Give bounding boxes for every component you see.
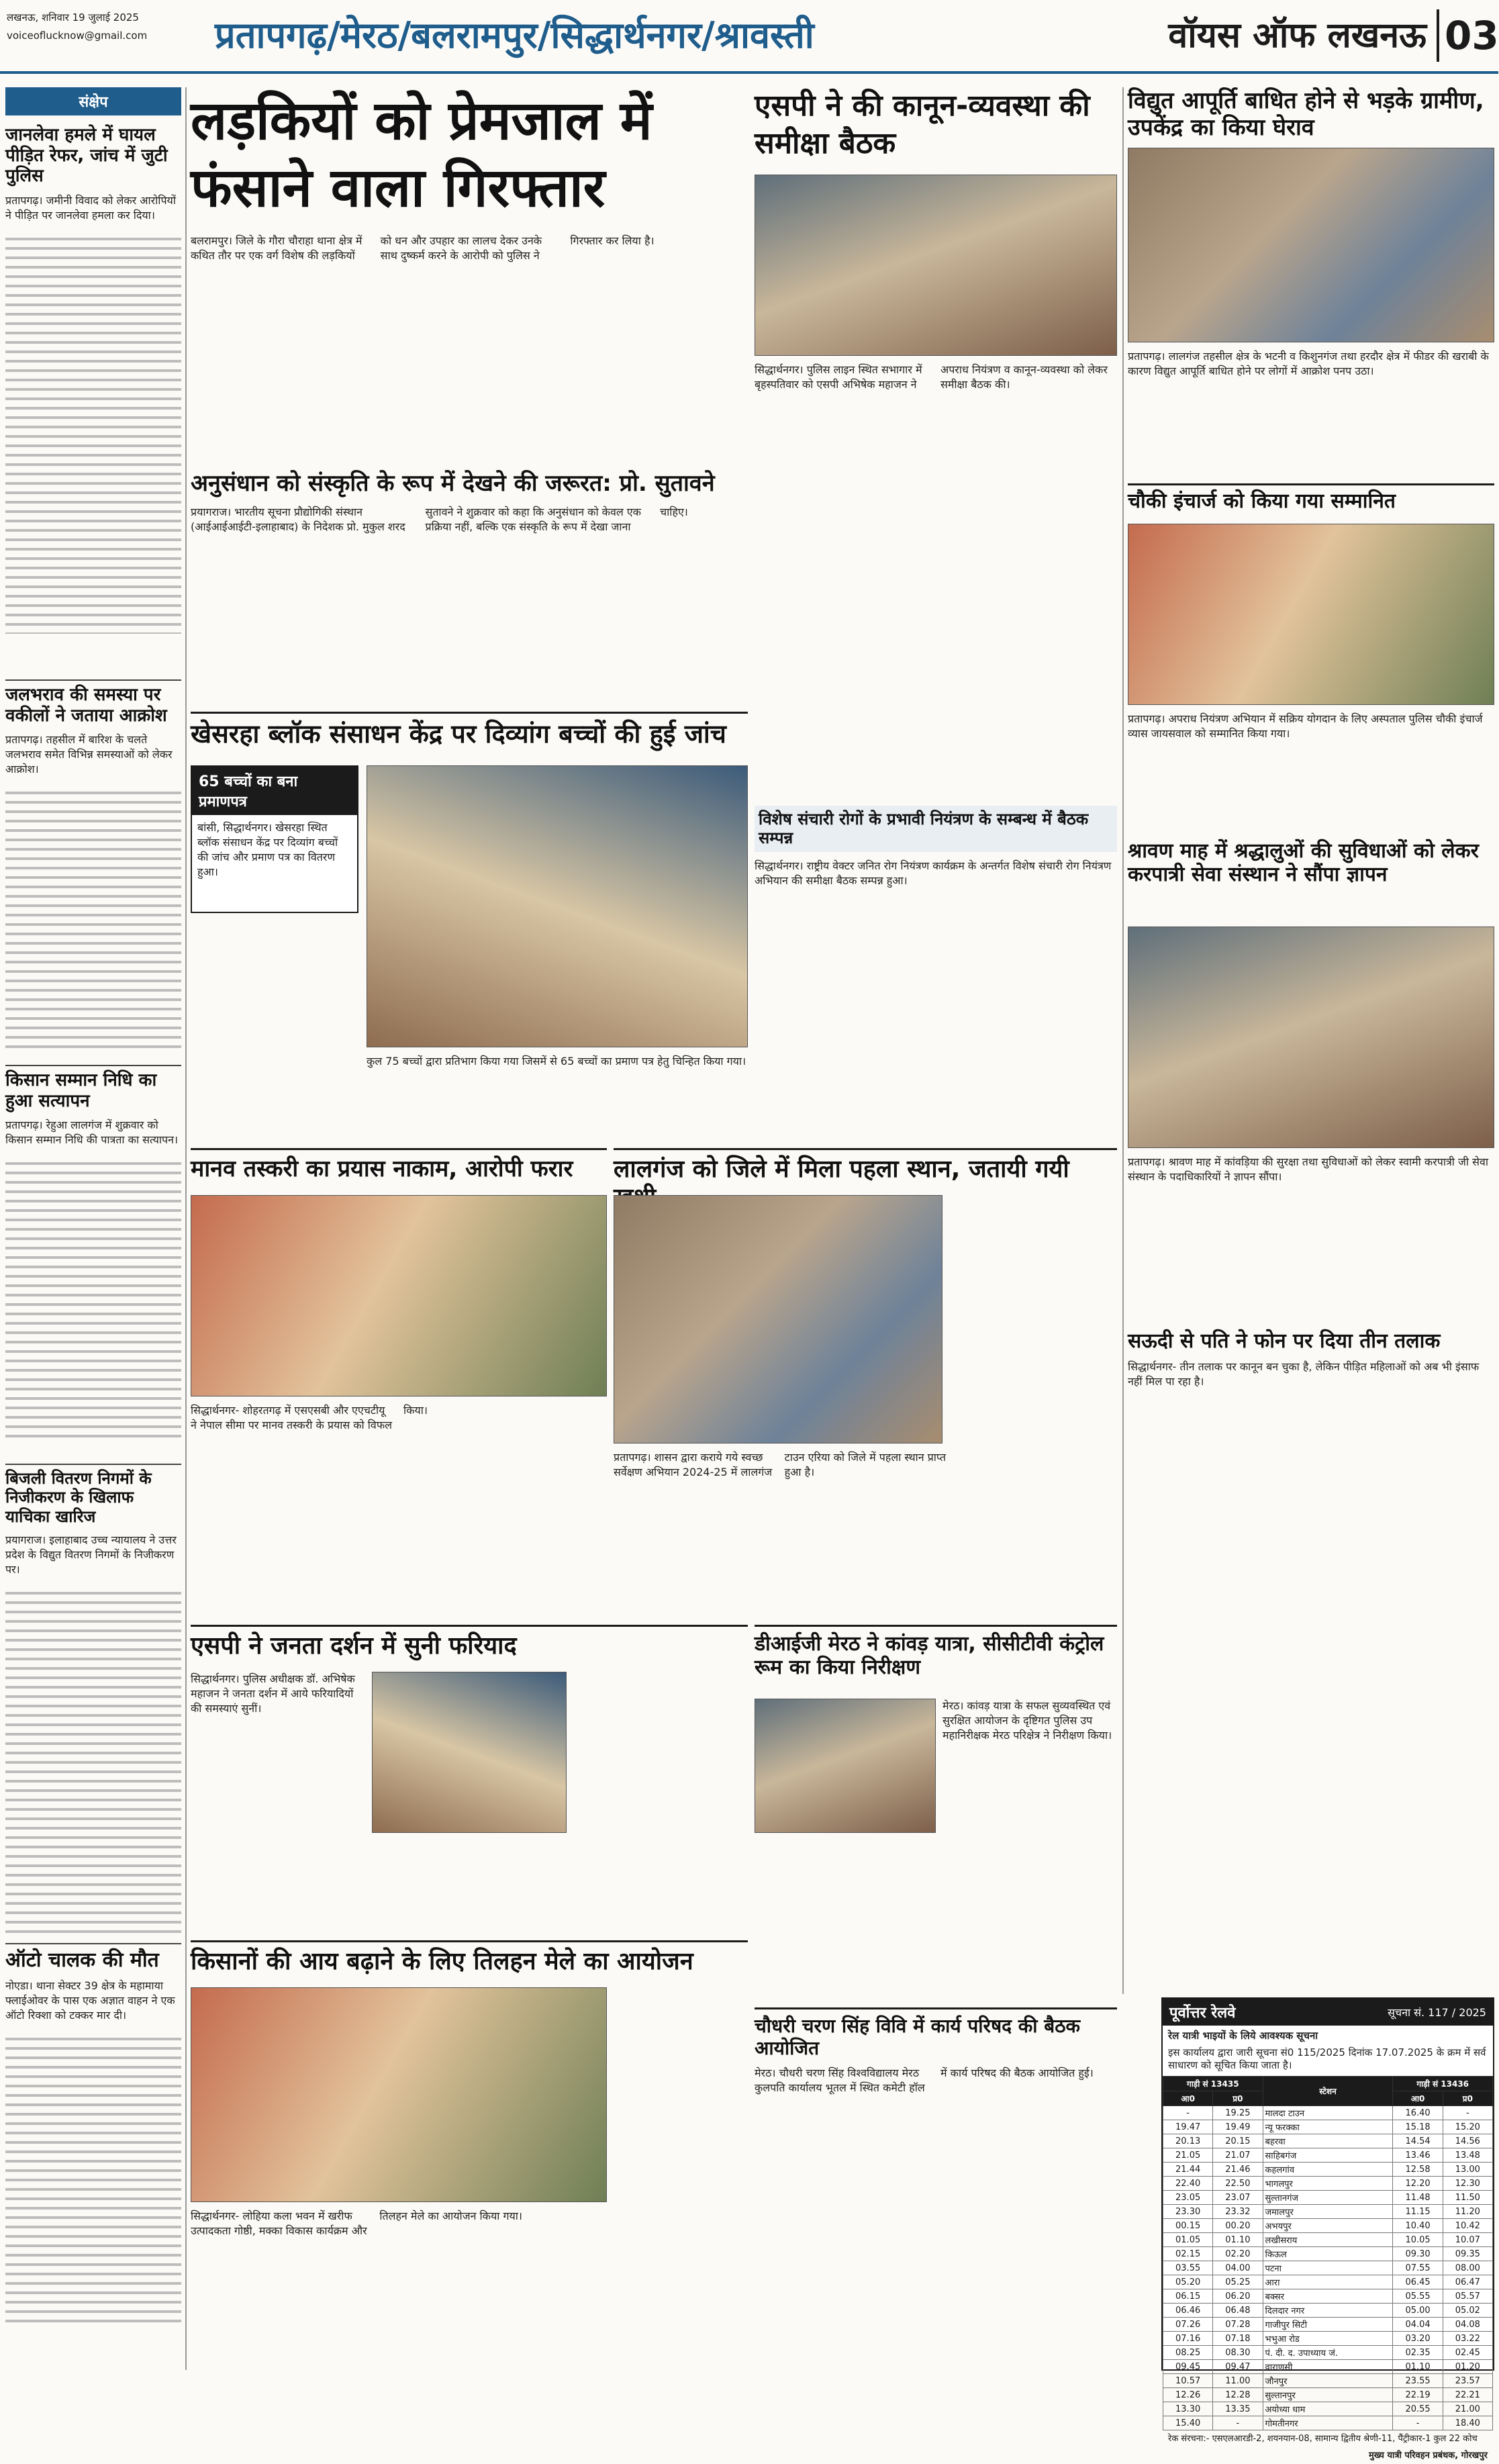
kharsaha-subbox-title: 65 बच्चों का बना प्रमाणपत्र xyxy=(192,767,357,815)
timetable-row xyxy=(1163,2233,1493,2247)
time-cell: 01.05 xyxy=(1163,2233,1213,2247)
time-cell: 11.15 xyxy=(1393,2205,1443,2219)
kharsaha-photo xyxy=(367,765,748,1047)
time-cell: 21.44 xyxy=(1163,2163,1213,2177)
contact-email: voiceoflucknow@gmail.com xyxy=(7,30,148,42)
time-cell: 11.48 xyxy=(1393,2191,1443,2205)
timetable-row xyxy=(1163,2106,1493,2120)
lalganj-photo xyxy=(614,1195,942,1443)
timetable-row xyxy=(1163,2304,1493,2318)
time-cell: 11.00 xyxy=(1213,2374,1263,2388)
janta-photo xyxy=(372,1672,567,1833)
station-cell: भागलपुर xyxy=(1263,2177,1393,2191)
brief-lede: प्रयागराज। इलाहाबाद उच्च न्यायालय ने उत्तर प्रदेश के विद्युत वितरण निगमों के निजीकरण पर। xyxy=(5,1533,177,1576)
time-cell: 18.40 xyxy=(1443,2416,1492,2430)
vishesh-lede: सिद्धार्थनगर। राष्ट्रीय वेक्टर जनित रोग नियंत्रण कार्यक्रम के अन्तर्गत विशेष संचारी रोग नियंत्रण अभियान की समीक्षा बैठक सम्पन्न हुआ। xyxy=(755,859,1112,887)
timetable-row xyxy=(1163,2261,1493,2275)
shravan-story xyxy=(1128,839,1494,1323)
arrival-header: आ0 xyxy=(1393,2091,1443,2106)
time-cell: 08.30 xyxy=(1213,2346,1263,2360)
railway-title: पूर्वोत्तर रेलवे xyxy=(1169,2005,1236,2022)
sanskriti-lede: प्रयागराज। भारतीय सूचना प्रौद्योगिकी संस्थान (आईआईआईटी-इलाहाबाद) के निदेशक प्रो. मुकुल शरद सुतावने ने शुक्रवार को कहा कि अनुसंधान को केवल एक प्रक्रिया नहीं, बल्कि एक संस्कृति के रूप में देखा जाना चाहिए। xyxy=(191,506,688,534)
time-cell: 09.35 xyxy=(1443,2247,1492,2261)
timetable-row xyxy=(1163,2247,1493,2261)
kharsaha-subbox xyxy=(191,765,358,913)
timetable-row xyxy=(1163,2219,1493,2233)
time-cell: 23.05 xyxy=(1163,2191,1213,2205)
timetable-row xyxy=(1163,2275,1493,2289)
newspaper-brand: वॉयस ऑफ लखनऊ xyxy=(1168,15,1427,56)
time-cell: 04.08 xyxy=(1443,2318,1492,2332)
station-cell: कहलगांव xyxy=(1263,2163,1393,2177)
time-cell: 05.57 xyxy=(1443,2289,1492,2304)
station-cell: लखीसराय xyxy=(1263,2233,1393,2247)
chowki-lede: प्रतापगढ़। अपराध नियंत्रण अभियान में सक्रिय योगदान के लिए अस्पताल पुलिस चौकी इंचार्ज व्यास जायसवाल को सम्मानित किया गया। xyxy=(1128,712,1483,740)
train-b-header: गाड़ी सं 13436 xyxy=(1393,2077,1493,2091)
station-cell: जौनपुर xyxy=(1263,2374,1393,2388)
issue-date: लखनऊ, शनिवार 19 जुलाई 2025 xyxy=(7,11,139,23)
kisan-mela-lede: सिद्धार्थनगर- लोहिया कला भवन में खरीफ उत्पादकता गोष्ठी, मक्का विकास कार्यक्रम और तिलहन मेले का आयोजन किया गया। xyxy=(191,2210,522,2237)
time-cell: 13.30 xyxy=(1163,2402,1213,2416)
timetable-row xyxy=(1163,2134,1493,2148)
station-cell: किऊल xyxy=(1263,2247,1393,2261)
time-cell: 15.40 xyxy=(1163,2416,1213,2430)
time-cell: 23.32 xyxy=(1213,2205,1263,2219)
time-cell: 21.05 xyxy=(1163,2148,1213,2163)
time-cell: 12.30 xyxy=(1443,2177,1492,2191)
station-cell: गोमतीनगर xyxy=(1263,2416,1393,2430)
station-cell: दिलदार नगर xyxy=(1263,2304,1393,2318)
sanskriti-headline: अनुसंधान को संस्कृति के रूप में देखने की जरूरत: प्रो. सुतावने xyxy=(191,470,715,497)
kharsaha-headline: खेसरहा ब्लॉक संसाधन केंद्र पर दिव्यांग बच्चों की हुई जांच xyxy=(191,712,748,749)
sidebar-tag: संक्षेप xyxy=(5,87,181,115)
page-number: 03 xyxy=(1437,9,1493,62)
station-cell: बक्सर xyxy=(1263,2289,1393,2304)
time-cell: 12.20 xyxy=(1393,2177,1443,2191)
masthead xyxy=(0,0,1498,74)
janta-lede: सिद्धार्थनगर। पुलिस अधीक्षक डॉ. अभिषेक महाजन ने जनता दर्शन में आये फरियादियों की समस्याएं सुनीं। xyxy=(191,1672,355,1715)
time-cell: 06.45 xyxy=(1393,2275,1443,2289)
time-cell: 12.28 xyxy=(1213,2388,1263,2402)
time-cell: 10.07 xyxy=(1443,2233,1492,2247)
time-cell: 10.05 xyxy=(1393,2233,1443,2247)
timetable-row xyxy=(1163,2416,1493,2430)
time-cell: - xyxy=(1163,2106,1213,2120)
brief-headline: ऑटो चालक की मौत xyxy=(5,1948,159,1972)
time-cell: 11.50 xyxy=(1443,2191,1492,2205)
dig-headline: डीआईजी मेरठ ने कांवड़ यात्रा, सीसीटीवी कंट्रोल रूम का किया निरीक्षण xyxy=(755,1625,1117,1680)
time-cell: 22.50 xyxy=(1213,2177,1263,2191)
time-cell: 16.40 xyxy=(1393,2106,1443,2120)
time-cell: 21.00 xyxy=(1443,2402,1492,2416)
brief-item xyxy=(5,1469,181,1939)
chaudhary-lede: मेरठ। चौधरी चरण सिंह विश्वविद्यालय मेरठ कुलपति कार्यालय भूतल में स्थित कमेटी हॉल में कार्य परिषद की बैठक आयोजित हुई। xyxy=(755,2067,1094,2095)
dig-story xyxy=(755,1625,1117,2001)
time-cell: 22.40 xyxy=(1163,2177,1213,2191)
time-cell: 06.48 xyxy=(1213,2304,1263,2318)
manav-photo xyxy=(191,1195,607,1396)
timetable-row xyxy=(1163,2120,1493,2134)
time-cell: 19.25 xyxy=(1213,2106,1263,2120)
station-header: स्टेशन xyxy=(1263,2077,1393,2106)
chaudhary-headline: चौधरी चरण सिंह विवि में कार्य परिषद की बैठक आयोजित xyxy=(755,2007,1117,2059)
time-cell: 10.40 xyxy=(1393,2219,1443,2233)
time-cell: 02.20 xyxy=(1213,2247,1263,2261)
time-cell: 22.21 xyxy=(1443,2388,1492,2402)
departure-header: प्र0 xyxy=(1443,2091,1492,2106)
time-cell: 02.35 xyxy=(1393,2346,1443,2360)
lalganj-story xyxy=(614,1148,1117,1618)
railway-intro: इस कार्यालय द्वारा जारी सूचना सं0 115/2025 दिनांक 17.07.2025 के क्रम में सर्व साधारण को सूचित किया जाता है। xyxy=(1168,2046,1486,2071)
bijli-photo xyxy=(1128,148,1494,342)
time-cell: 05.02 xyxy=(1443,2304,1492,2318)
time-cell: 09.45 xyxy=(1163,2360,1213,2374)
timetable-row xyxy=(1163,2163,1493,2177)
brief-item xyxy=(5,685,181,1061)
timetable-row xyxy=(1163,2191,1493,2205)
time-cell: 05.55 xyxy=(1393,2289,1443,2304)
time-cell: 14.56 xyxy=(1443,2134,1492,2148)
railway-footer: रेक संरचना:- एसएलआरडी-2, शयनयान-08, सामान्य द्वितीय श्रेणी-11, पैंट्रीकार-1 कुल 22 कोच xyxy=(1168,2434,1478,2444)
time-cell: 07.55 xyxy=(1393,2261,1443,2275)
time-cell: 19.47 xyxy=(1163,2120,1213,2134)
sp-meeting-story xyxy=(755,87,1117,463)
time-cell: 13.48 xyxy=(1443,2148,1492,2163)
time-cell: 03.22 xyxy=(1443,2332,1492,2346)
time-cell: 23.30 xyxy=(1163,2205,1213,2219)
time-cell: 02.45 xyxy=(1443,2346,1492,2360)
station-cell: जमालपुर xyxy=(1263,2205,1393,2219)
time-cell: 03.55 xyxy=(1163,2261,1213,2275)
lead-lede: बलरामपुर। जिले के गौरा चौराहा थाना क्षेत्र में कथित तौर पर एक वर्ग विशेष की लड़कियों को धन और उपहार का लालच देकर उनके साथ दुष्कर्म करने के आरोपी को पुलिस ने गिरफ्तार कर लिया है। xyxy=(191,234,655,262)
edition-cities: प्रतापगढ़/मेरठ/बलरामपुर/सिद्धार्थनगर/श्रावस्ती xyxy=(215,14,814,56)
time-cell: 01.20 xyxy=(1443,2360,1492,2374)
railway-notice xyxy=(1161,1997,1494,2461)
time-cell: 13.46 xyxy=(1393,2148,1443,2163)
railway-timetable xyxy=(1163,2076,1493,2430)
saudi-headline: सऊदी से पति ने फोन पर दिया तीन तलाक xyxy=(1128,1329,1441,1353)
kharsaha-story xyxy=(191,712,748,1141)
station-cell: बहरवा xyxy=(1263,2134,1393,2148)
chaudhary-story xyxy=(755,2007,1117,2370)
departure-header: प्र0 xyxy=(1213,2091,1263,2106)
time-cell: 07.18 xyxy=(1213,2332,1263,2346)
station-cell: अभयपुर xyxy=(1263,2219,1393,2233)
brief-headline: जानलेवा हमले में घायल पीड़ित रेफर, जांच में जुटी पुलिस xyxy=(5,125,168,187)
bijli-lede: प्रतापगढ़। लालगंज तहसील क्षेत्र के भटनी व किशुनगंज तथा हरदौर क्षेत्र में फीडर की खराबी के कारण विद्युत आपूर्ति बाधित होने पर लोगों में आक्रोश पनप उठा। xyxy=(1128,350,1489,377)
bijli-story xyxy=(1128,87,1494,477)
time-cell: 01.10 xyxy=(1213,2233,1263,2247)
timetable-row xyxy=(1163,2374,1493,2388)
station-cell: मालदा टाउन xyxy=(1263,2106,1393,2120)
station-cell: न्यू फरक्का xyxy=(1263,2120,1393,2134)
kharsaha-lede: बांसी, सिद्धार्थनगर। खेसरहा स्थित ब्लॉक संसाधन केंद्र पर दिव्यांग बच्चों की जांच और प्रमाण पत्र का वितरण हुआ। xyxy=(197,821,338,878)
railway-notice-number: सूचना सं. 117 / 2025 xyxy=(1388,2006,1486,2019)
time-cell: 12.26 xyxy=(1163,2388,1213,2402)
vishesh-headline: विशेष संचारी रोगों के प्रभावी नियंत्रण के सम्बन्ध में बैठक सम्पन्न xyxy=(755,806,1117,852)
time-cell: 20.15 xyxy=(1213,2134,1263,2148)
timetable-row xyxy=(1163,2177,1493,2191)
bijli-headline: विद्युत आपूर्ति बाधित होने से भड़के ग्रामीण, उपकेंद्र का किया घेराव xyxy=(1128,87,1484,142)
train-a-header: गाड़ी सं 13435 xyxy=(1163,2077,1263,2091)
brief-lede: प्रतापगढ़। तहसील में बारिश के चलते जलभराव समेत विभिन्न समस्याओं को लेकर आक्रोश। xyxy=(5,733,173,776)
time-cell: 22.19 xyxy=(1393,2388,1443,2402)
brief-lede: प्रतापगढ़। रेहुआ लालगंज में शुक्रवार को किसान सम्मान निधि की पात्रता का सत्यापन। xyxy=(5,1119,179,1147)
sp-meeting-headline: एसपी ने की कानून-व्यवस्था की समीक्षा बैठक xyxy=(755,89,1090,160)
brief-item xyxy=(5,125,181,675)
kisan-mela-photo xyxy=(191,1987,607,2202)
time-cell: 13.00 xyxy=(1443,2163,1492,2177)
time-cell: 06.46 xyxy=(1163,2304,1213,2318)
saudi-lede: सिद्धार्थनगर- तीन तलाक पर कानून बन चुका है, लेकिन पीड़ित महिलाओं को अब भी इंसाफ नहीं मिल पा रहा है। xyxy=(1128,1360,1480,1388)
time-cell: 07.16 xyxy=(1163,2332,1213,2346)
time-cell: 14.54 xyxy=(1393,2134,1443,2148)
station-cell: सुल्तानपुर xyxy=(1263,2388,1393,2402)
station-cell: साहिबगंज xyxy=(1263,2148,1393,2163)
time-cell: 02.15 xyxy=(1163,2247,1213,2261)
station-cell: गाजीपुर सिटी xyxy=(1263,2318,1393,2332)
time-cell: 15.20 xyxy=(1443,2120,1492,2134)
brief-item xyxy=(5,1948,181,2351)
brief-item xyxy=(5,1070,181,1460)
time-cell: 11.20 xyxy=(1443,2205,1492,2219)
time-cell: 08.25 xyxy=(1163,2346,1213,2360)
timetable-row xyxy=(1163,2346,1493,2360)
shravan-photo xyxy=(1128,927,1494,1148)
saudi-story xyxy=(1128,1329,1494,1987)
time-cell: 07.26 xyxy=(1163,2318,1213,2332)
railway-signoff: मुख्य यात्री परिवहन प्रबंधक, गोरखपुर xyxy=(1369,2451,1488,2461)
sanskriti-story xyxy=(191,470,1117,705)
timetable-row xyxy=(1163,2360,1493,2374)
lead-headline: लड़कियों को प्रेमजाल में फंसाने वाला गिरफ्तार xyxy=(191,89,652,219)
time-cell: 23.55 xyxy=(1393,2374,1443,2388)
dig-photo xyxy=(755,1699,936,1833)
time-cell: 00.20 xyxy=(1213,2219,1263,2233)
railway-subtitle: रेल यात्री भाइयों के लिये आवश्यक सूचना xyxy=(1168,2030,1318,2042)
dig-lede: मेरठ। कांवड़ यात्रा के सफल सुव्यवस्थित एवं सुरक्षित आयोजन के दृष्टिगत पुलिस उप महानिरीक्षक मेरठ परिक्षेत्र ने निरीक्षण किया। xyxy=(942,1699,1112,1742)
timetable-row xyxy=(1163,2388,1493,2402)
brief-headline: किसान सम्मान निधि का हुआ सत्यापन xyxy=(5,1070,157,1111)
timetable-row xyxy=(1163,2148,1493,2163)
manav-lede: सिद्धार्थनगर- शोहरतगढ़ में एसएसबी और एएचटीयू ने नेपाल सीमा पर मानव तस्करी के प्रयास को विफल किया। xyxy=(191,1404,428,1431)
time-cell: 00.15 xyxy=(1163,2219,1213,2233)
time-cell: 19.49 xyxy=(1213,2120,1263,2134)
chowki-story xyxy=(1128,483,1494,833)
shravan-headline: श्रावण माह में श्रद्धालुओं की सुविधाओं को लेकर करपात्री सेवा संस्थान ने सौंपा ज्ञापन xyxy=(1128,839,1479,887)
kisan-mela-story xyxy=(191,1940,748,2370)
timetable-row xyxy=(1163,2402,1493,2416)
sp-meeting-photo xyxy=(755,175,1117,356)
lead-story xyxy=(191,87,748,463)
station-cell: सुल्तानगंज xyxy=(1263,2191,1393,2205)
station-cell: वाराणसी xyxy=(1263,2360,1393,2374)
manav-story xyxy=(191,1148,607,1618)
time-cell: 10.57 xyxy=(1163,2374,1213,2388)
janta-story xyxy=(191,1625,748,1934)
arrival-header: आ0 xyxy=(1163,2091,1213,2106)
kisan-mela-headline: किसानों की आय बढ़ाने के लिए तिलहन मेले का आयोजन xyxy=(191,1940,748,1976)
timetable-row xyxy=(1163,2332,1493,2346)
shravan-lede: प्रतापगढ़। श्रावण माह में कांवड़िया की सुरक्षा तथा सुविधाओं को लेकर स्वामी करपात्री जी सेवा संस्थान के पदाधिकारियों ने ज्ञापन सौंपा। xyxy=(1128,1155,1488,1183)
time-cell: 06.15 xyxy=(1163,2289,1213,2304)
timetable-row xyxy=(1163,2205,1493,2219)
time-cell: 05.20 xyxy=(1163,2275,1213,2289)
time-cell: 12.58 xyxy=(1393,2163,1443,2177)
manav-headline: मानव तस्करी का प्रयास नाकाम, आरोपी फरार xyxy=(191,1148,607,1182)
railway-notice-header xyxy=(1163,1999,1493,2026)
janta-headline: एसपी ने जनता दर्शन में सुनी फरियाद xyxy=(191,1625,748,1660)
station-cell: आरा xyxy=(1263,2275,1393,2289)
lalganj-headline: लालगंज को जिले में मिला पहला स्थान, जतायी गयी xyxy=(614,1148,1117,1213)
time-cell: 09.30 xyxy=(1393,2247,1443,2261)
brief-headline: जलभराव की समस्या पर वकीलों ने जताया आक्रोश xyxy=(5,685,167,726)
brief-headline: बिजली वितरण निगमों के निजीकरण के खिलाफ याचिका खारिज xyxy=(5,1469,152,1526)
time-cell: 05.00 xyxy=(1393,2304,1443,2318)
time-cell: 20.13 xyxy=(1163,2134,1213,2148)
time-cell: 15.18 xyxy=(1393,2120,1443,2134)
vishesh-story xyxy=(755,806,1117,1061)
time-cell: 10.42 xyxy=(1443,2219,1492,2233)
time-cell: 04.04 xyxy=(1393,2318,1443,2332)
brief-lede: नोएडा। थाना सेक्टर 39 क्षेत्र के महामाया फ्लाईओवर के पास एक अज्ञात वाहन ने एक ऑटो रिक्शा को टक्कर मार दी। xyxy=(5,1979,175,2022)
kharsaha-photo-caption: कुल 75 बच्चों द्वारा प्रतिभाग किया गया जिसमें से 65 बच्चों का प्रमाण पत्र हेतु चिन्हित किया गया। xyxy=(367,1055,746,1068)
station-cell: पटना xyxy=(1263,2261,1393,2275)
time-cell: 03.20 xyxy=(1393,2332,1443,2346)
time-cell: 09.47 xyxy=(1213,2360,1263,2374)
time-cell: 06.47 xyxy=(1443,2275,1492,2289)
time-cell: 06.20 xyxy=(1213,2289,1263,2304)
station-cell: अयोध्या धाम xyxy=(1263,2402,1393,2416)
time-cell: - xyxy=(1443,2106,1492,2120)
time-cell: 01.10 xyxy=(1393,2360,1443,2374)
time-cell: 21.46 xyxy=(1213,2163,1263,2177)
timetable-row xyxy=(1163,2289,1493,2304)
chowki-headline: चौकी इंचार्ज को किया गया सम्मानित xyxy=(1128,483,1494,513)
time-cell: - xyxy=(1213,2416,1263,2430)
station-cell: पं. दी. द. उपाध्याय जं. xyxy=(1263,2346,1393,2360)
brief-lede: प्रतापगढ़। जमीनी विवाद को लेकर आरोपियों ने पीड़ित पर जानलेवा हमला कर दिया। xyxy=(5,194,176,222)
sidebar-briefs xyxy=(5,87,181,2370)
time-cell: - xyxy=(1393,2416,1443,2430)
time-cell: 20.55 xyxy=(1393,2402,1443,2416)
time-cell: 21.07 xyxy=(1213,2148,1263,2163)
station-cell: भभुआ रोड xyxy=(1263,2332,1393,2346)
time-cell: 04.00 xyxy=(1213,2261,1263,2275)
sp-meeting-lede: सिद्धार्थनगर। पुलिस लाइन स्थित सभागार में बृहस्पतिवार को एसपी अभिषेक महाजन ने अपराध नियंत्रण व कानून-व्यवस्था को लेकर समीक्षा बैठक की। xyxy=(755,363,1108,391)
timetable-row xyxy=(1163,2318,1493,2332)
chowki-photo xyxy=(1128,524,1494,705)
time-cell: 07.28 xyxy=(1213,2318,1263,2332)
time-cell: 23.57 xyxy=(1443,2374,1492,2388)
time-cell: 23.07 xyxy=(1213,2191,1263,2205)
time-cell: 13.35 xyxy=(1213,2402,1263,2416)
time-cell: 08.00 xyxy=(1443,2261,1492,2275)
lalganj-lede: प्रतापगढ़। शासन द्वारा कराये गये स्वच्छ सर्वेक्षण अभियान 2024-25 में लालगंज टाउन एरिया को जिले में पहला स्थान प्राप्त हुआ है। xyxy=(614,1451,946,1478)
time-cell: 05.25 xyxy=(1213,2275,1263,2289)
